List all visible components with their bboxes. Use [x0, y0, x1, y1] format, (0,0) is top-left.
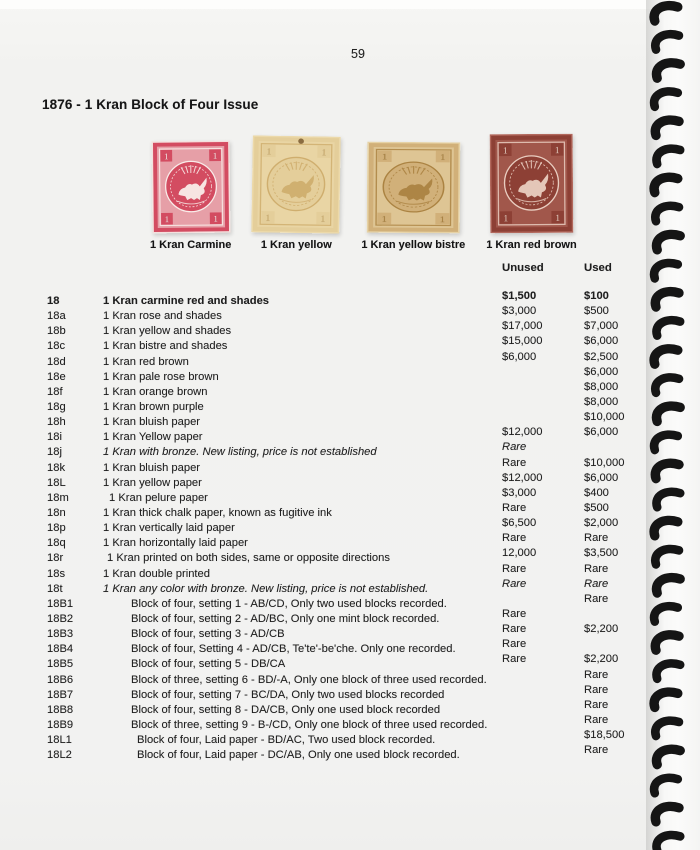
row-desc: 1 Kran with bronze. New listing, price is not established	[103, 446, 377, 459]
row-desc: 1 Kran Yellow paper	[103, 431, 203, 444]
row-price-unused: Rare	[502, 607, 527, 620]
row-price-used: $6,000	[584, 471, 619, 484]
row-price-unused	[502, 395, 584, 410]
row-price-unused: Rare	[502, 456, 527, 469]
row-price-unused: $6,000	[502, 350, 537, 363]
row-price-used: $400	[584, 486, 609, 499]
row-price-unused	[502, 698, 584, 713]
row-price-used: $2,000	[584, 517, 619, 530]
row-price-used: Rare	[584, 577, 609, 590]
svg-text:1: 1	[503, 214, 509, 225]
row-price-unused: $15,000	[502, 335, 543, 348]
row-price-used: $2,500	[584, 350, 619, 363]
row-code: 18B2	[47, 612, 74, 625]
row-code: 18B5	[47, 658, 74, 671]
row-code: 18h	[47, 416, 66, 429]
row-price-used: $7,000	[584, 320, 619, 333]
row-price-unused	[502, 410, 584, 425]
row-price-used: $2,200	[584, 653, 619, 666]
row-desc: 1 Kran thick chalk paper, known as fugitive ink	[103, 506, 332, 519]
svg-text:1: 1	[265, 213, 271, 224]
row-code: 18b	[47, 325, 66, 338]
row-desc: Block of four, setting 3 - AD/CB	[131, 628, 285, 641]
spiral-binding-icon	[645, 0, 700, 850]
row-price-used: $18,500	[584, 729, 625, 742]
row-code: 18L2	[47, 749, 72, 762]
row-price-unused: $12,000	[502, 471, 543, 484]
row-code: 18B7	[47, 688, 74, 701]
row-price-unused	[502, 713, 584, 728]
row-price-unused	[502, 668, 584, 683]
row-desc: Block of four, Setting 4 - AD/CB, Te'te'-be'che. Only one recorded.	[131, 643, 456, 656]
row-price-used: $500	[584, 501, 609, 514]
svg-text:1: 1	[320, 213, 326, 225]
row-price-used: $500	[584, 305, 609, 318]
row-price-used	[584, 440, 650, 455]
row-code: 18j	[47, 446, 62, 459]
row-price-unused: $3,000	[502, 486, 537, 499]
stamp-caption: 1 Kran Carmine	[150, 239, 232, 251]
row-code: 18d	[47, 355, 66, 368]
row-price-unused: Rare	[502, 577, 527, 590]
svg-text:1: 1	[502, 146, 508, 157]
row-price-unused	[502, 592, 584, 607]
row-price-unused: Rare	[502, 562, 527, 575]
row-price-used: $6,000	[584, 335, 619, 348]
header-spacer-code	[45, 261, 103, 276]
row-price-used: $2,200	[584, 623, 619, 636]
row-price-used: $8,000	[584, 380, 619, 393]
row-desc: Block of four, setting 7 - BC/DA, Only two used blocks recorded	[131, 688, 445, 701]
row-desc: 1 Kran red brown	[103, 355, 189, 368]
svg-text:1: 1	[381, 214, 387, 225]
row-code: 18k	[47, 461, 66, 474]
row-desc: 1 Kran any color with bronze. New listing, price is not established.	[103, 582, 429, 595]
row-price-used: $8,000	[584, 395, 619, 408]
row-desc: 1 Kran orange brown	[103, 385, 208, 398]
table-row	[45, 744, 650, 763]
column-header-used: Used	[584, 262, 612, 274]
row-desc: 1 Kran vertically laid paper	[103, 522, 235, 535]
row-code: 18a	[47, 310, 66, 323]
row-desc: 1 Kran bluish paper	[103, 416, 201, 429]
row-price-unused: $3,000	[502, 305, 537, 318]
row-price-unused	[502, 743, 584, 758]
row-desc: 1 Kran yellow and shades	[103, 325, 232, 338]
row-desc: Block of four, setting 5 - DB/CA	[131, 658, 286, 671]
row-desc: 1 Kran yellow paper	[103, 476, 202, 489]
row-price-used: Rare	[584, 744, 609, 757]
row-price-used: $100	[584, 290, 609, 302]
row-price-unused: Rare	[502, 638, 527, 651]
row-code: 18B8	[47, 703, 74, 716]
stamp-figure	[252, 136, 340, 251]
row-code: 18r	[47, 552, 64, 565]
svg-text:1: 1	[321, 147, 327, 159]
row-code: 18B6	[47, 673, 74, 686]
row-price-used: Rare	[584, 668, 609, 681]
stamp-image-3	[366, 142, 460, 234]
row-price-used: $3,500	[584, 547, 619, 560]
row-code: 18i	[47, 431, 62, 444]
row-code: 18B3	[47, 628, 74, 641]
stamp-row	[150, 134, 577, 251]
row-price-used: $10,000	[584, 411, 625, 424]
row-code: 18t	[47, 582, 63, 595]
row-price-unused	[502, 728, 584, 743]
header-spacer-desc	[103, 261, 502, 276]
stamp-caption: 1 Kran yellow bistre	[361, 239, 466, 251]
svg-text:1: 1	[555, 213, 561, 224]
stamp-figure	[150, 141, 231, 251]
row-price-unused	[502, 683, 584, 698]
row-desc: Block of four, Laid paper - DC/AB, Only one used block recorded.	[137, 749, 460, 762]
stamp-image-4	[490, 134, 574, 234]
row-desc: Block of four, Laid paper - BD/AC, Two used block recorded.	[137, 734, 436, 747]
row-price-used: Rare	[584, 683, 609, 696]
row-desc: 1 Kran rose and shades	[103, 310, 222, 323]
row-code: 18q	[47, 537, 66, 550]
row-code: 18	[47, 295, 60, 307]
row-price-unused: Rare	[502, 501, 527, 514]
row-code: 18B1	[47, 597, 74, 610]
row-price-used: Rare	[584, 532, 609, 545]
svg-text:1: 1	[554, 146, 560, 157]
row-code: 18L1	[47, 734, 72, 747]
svg-text:1: 1	[439, 214, 445, 225]
svg-text:1: 1	[163, 151, 169, 162]
row-price-unused: Rare	[502, 653, 527, 666]
row-price-unused: $17,000	[502, 320, 543, 333]
row-price-used: Rare	[584, 592, 609, 605]
row-price-unused: $1,500	[502, 290, 537, 302]
row-price-used: $6,000	[584, 365, 619, 378]
row-desc: Block of four, setting 8 - DA/CB, Only one used block recorded	[131, 703, 441, 716]
row-desc: Block of four, setting 2 - AD/BC, Only one mint block recorded.	[131, 612, 440, 625]
row-code: 18n	[47, 506, 66, 519]
row-price-used: Rare	[584, 698, 609, 711]
stamp-caption: 1 Kran yellow	[260, 239, 332, 251]
row-desc: Block of three, setting 6 - BD/-A, Only one block of three used recorded.	[131, 673, 487, 686]
row-price-unused: Rare	[502, 441, 527, 454]
row-code: 18c	[47, 340, 66, 353]
row-desc: 1 Kran bistre and shades	[103, 340, 228, 353]
row-desc: 1 Kran bluish paper	[103, 461, 201, 474]
row-desc: 1 Kran horizontally laid paper	[103, 537, 248, 550]
row-price-used: $6,000	[584, 426, 619, 439]
row-code: 18s	[47, 567, 66, 580]
row-desc: 1 Kran pale rose brown	[103, 370, 219, 383]
row-price-unused	[502, 365, 584, 380]
stamp-figure	[361, 142, 465, 251]
row-desc: 1 Kran printed on both sides, same or opposite directions	[107, 552, 390, 565]
svg-text:1: 1	[164, 214, 169, 225]
price-table	[45, 261, 650, 763]
svg-text:1: 1	[439, 152, 446, 163]
svg-text:1: 1	[266, 146, 272, 158]
row-desc: Block of three, setting 9 - B-/CD, Only one block of three used recorded.	[131, 718, 488, 731]
row-desc: 1 Kran pelure paper	[109, 491, 208, 504]
row-code: 18m	[47, 491, 69, 504]
row-code: 18B9	[47, 718, 74, 731]
svg-text:1: 1	[213, 213, 218, 224]
row-price-unused	[502, 380, 584, 395]
row-desc: Block of four, setting 1 - AB/CD, Only two used blocks recorded.	[131, 597, 447, 610]
row-price-unused: $6,500	[502, 517, 537, 530]
table-header	[45, 261, 650, 276]
row-price-used: $10,000	[584, 456, 625, 469]
row-code: 18f	[47, 385, 63, 398]
column-header-unused: Unused	[502, 262, 544, 274]
page-title: 1876 - 1 Kran Block of Four Issue	[42, 97, 259, 112]
row-price-unused: $12,000	[502, 426, 543, 439]
row-code: 18B4	[47, 643, 74, 656]
row-desc: 1 Kran brown purple	[103, 400, 204, 413]
stamp-image-2	[252, 135, 342, 233]
row-price-unused: 12,000	[502, 547, 537, 560]
row-desc: 1 Kran double printed	[103, 567, 210, 580]
row-code: 18p	[47, 522, 66, 535]
svg-text:1: 1	[212, 150, 217, 161]
row-price-used	[584, 637, 650, 652]
stamp-figure	[486, 134, 576, 251]
row-price-unused: Rare	[502, 532, 527, 545]
page-number: 59	[351, 47, 365, 61]
svg-text:1: 1	[381, 152, 388, 163]
row-desc: 1 Kran carmine red and shades	[103, 295, 270, 307]
row-price-used: Rare	[584, 562, 609, 575]
row-price-used: Rare	[584, 713, 609, 726]
row-price-used	[584, 607, 650, 622]
stamp-image-1	[151, 141, 230, 234]
row-code: 18e	[47, 370, 66, 383]
row-code: 18g	[47, 400, 66, 413]
row-code: 18L	[47, 476, 66, 489]
stamp-caption: 1 Kran red brown	[486, 239, 577, 251]
row-price-unused: Rare	[502, 623, 527, 636]
table-body	[45, 290, 650, 763]
